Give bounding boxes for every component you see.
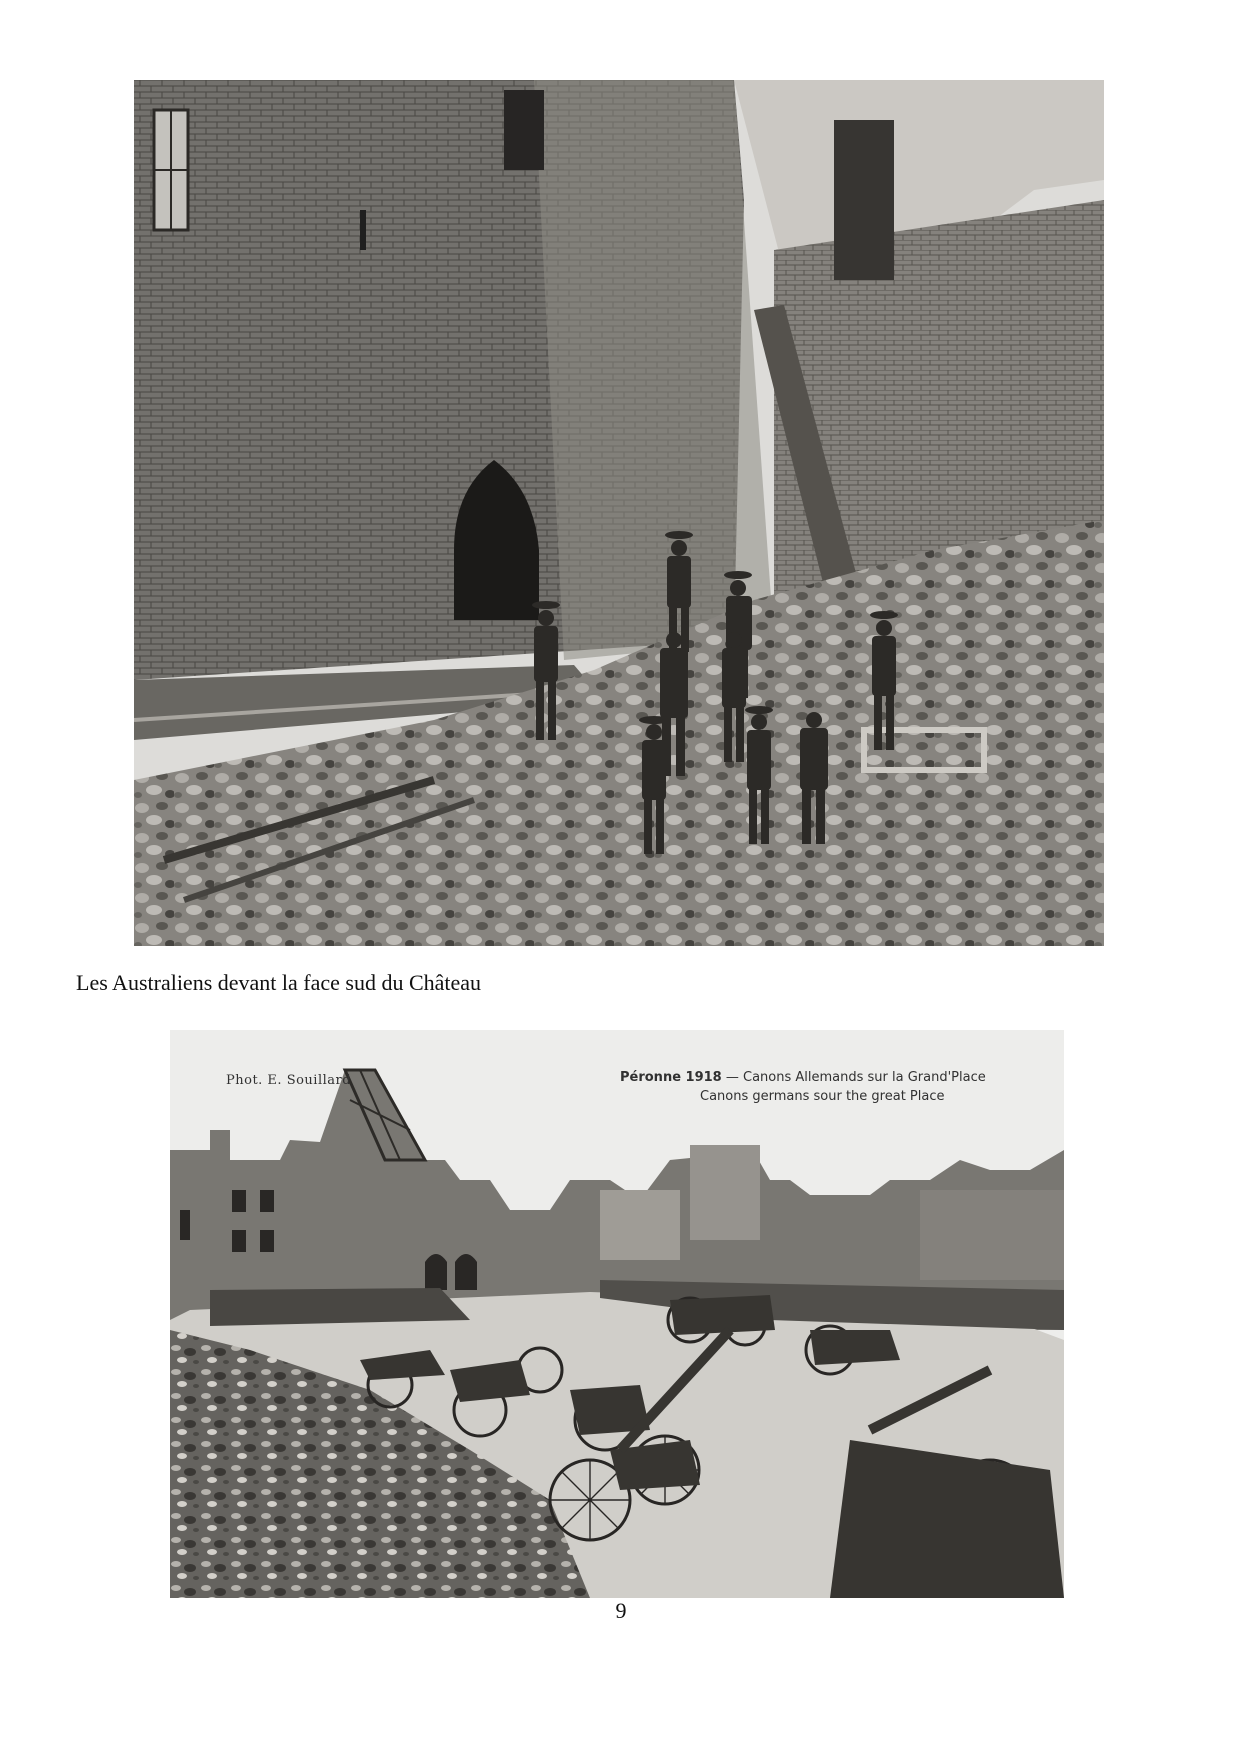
page-number: 9	[615, 1598, 627, 1623]
photo-credit: Phot. E. Souillard	[226, 1073, 352, 1088]
postcard-title-bold: Péronne 1918	[620, 1070, 722, 1085]
photo-caption: Les Australiens devant la face sud du Château	[76, 970, 482, 995]
postcard-subtitle: Canons germans sour the great Place	[700, 1089, 945, 1104]
postcard-title-rest: — Canons Allemands sur la Grand'Place	[721, 1070, 986, 1085]
photo-castle-south-face	[134, 80, 1104, 946]
castle-ruins-illustration	[134, 80, 1104, 946]
grand-place-illustration	[170, 1030, 1064, 1598]
postcard-grand-place	[170, 1030, 1064, 1598]
